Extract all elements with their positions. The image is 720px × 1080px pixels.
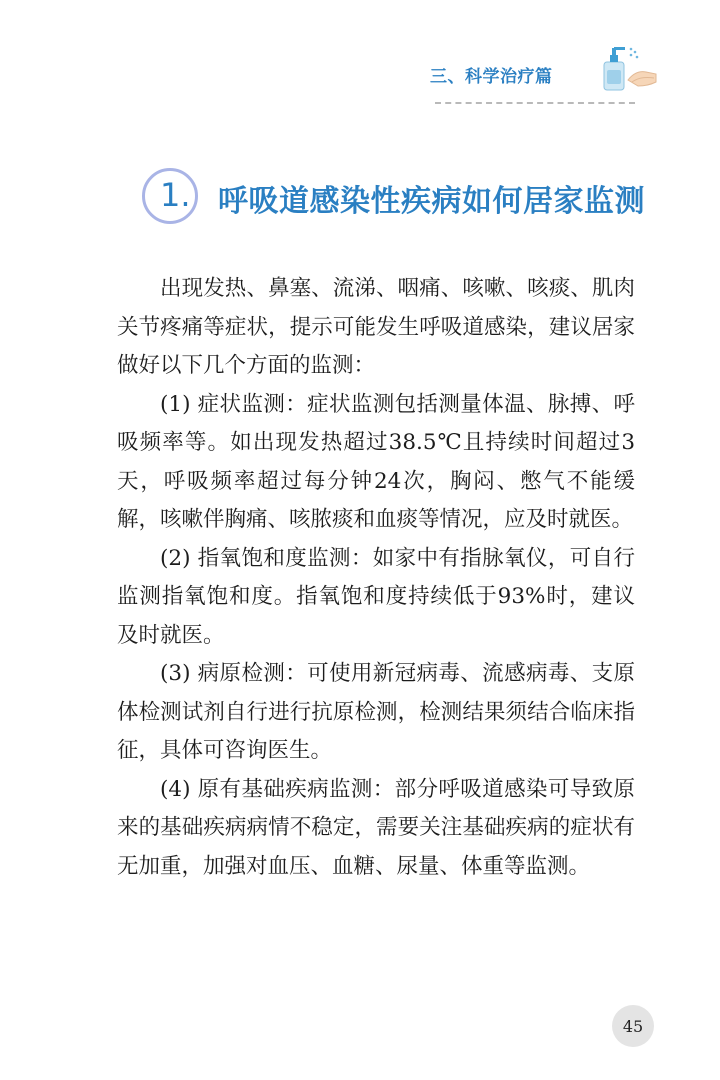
title-number: 1. xyxy=(160,176,191,214)
article-body xyxy=(117,270,635,886)
header-divider xyxy=(435,102,635,104)
hand-sanitizer-icon xyxy=(598,44,658,92)
paragraph-symptom-monitoring: (1) 症状监测：症状监测包括测量体温、脉搏、呼吸频率等。如出现发热超过38.5℃且持续时间超过3天，呼吸频率超过每分钟24次，胸闷、憋气不能缓解，咳嗽伴胸痛、咳脓痰和血痰等情况，应及时就医。 xyxy=(117,391,635,532)
page-title: 呼吸道感染性疾病如何居家监测 xyxy=(218,184,645,219)
paragraph-intro: 出现发热、鼻塞、流涕、咽痛、咳嗽、咳痰、肌肉关节疼痛等症状，提示可能发生呼吸道感染，建议居家做好以下几个方面的监测： xyxy=(117,276,635,378)
paragraph-oxygen-monitoring: (2) 指氧饱和度监测：如家中有指脉氧仪，可自行监测指氧饱和度。指氧饱和度持续低于93%时，建议及时就医。 xyxy=(117,545,635,648)
paragraph-pathogen-testing: (3) 病原检测：可使用新冠病毒、流感病毒、支原体检测试剂自行进行抗原检测，检测结果须结合临床指征，具体可咨询医生。 xyxy=(117,661,635,763)
header-section-title: 三、科学治疗篇 xyxy=(430,67,553,87)
paragraph-underlying-disease: (4) 原有基础疾病监测：部分呼吸道感染可导致原来的基础疾病病情不稳定，需要关注基础疾病的症状有无加重，加强对血压、血糖、尿量、体重等监测。 xyxy=(117,776,635,879)
page-number: 45 xyxy=(612,1005,654,1047)
